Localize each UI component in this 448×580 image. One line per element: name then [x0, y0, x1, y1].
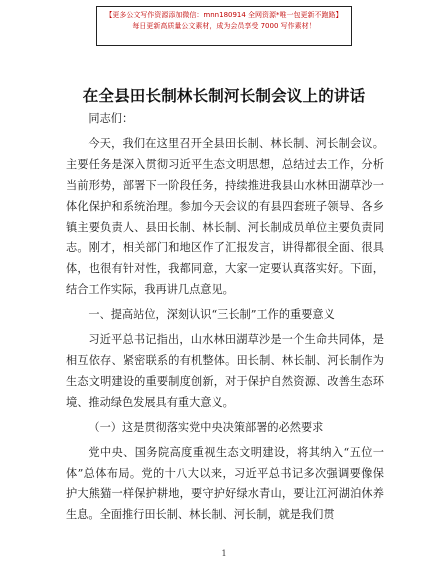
- promo-banner: [96, 6, 352, 46]
- subsection-heading-1: （一）这是贯彻落实党中央决策部署的必然要求: [88, 420, 324, 434]
- document-title: 在全县田长制林长制河长制会议上的讲话: [82, 87, 366, 105]
- paragraph-section-1: 习近平总书记指出，山水林田湖草沙是一个生命共同体，是相互依存、紧密联系的有机整体。田长制、林长制、河长制作为生态文明建设的重要制度创新，对于保护自然资源、改善生态环境、推动绿色发展具有重大意义。: [66, 333, 384, 409]
- salutation: 同志们：: [88, 112, 134, 125]
- document-body: [66, 109, 384, 526]
- paragraph-subsection-1: 党中央、国务院高度重视生态文明建设，将其纳入“五位一体”总体布局。党的十八大以来，习近平总书记多次强调要像保护大熊猫一样保护耕地，要守护好绿水青山，要让江河湖泊休养生息。全面推行田长制、林长制、河长制，就是我们贯: [66, 445, 384, 522]
- promo-banner-line-1: 【更多公文写作资源添加微信：mnn180914 全网资源*唯一包更新不跑路】: [105, 11, 343, 19]
- page-number: 1: [221, 549, 227, 558]
- section-heading-1: 一、提高站位，深刻认识“三长制”工作的重要意义: [88, 308, 335, 322]
- promo-banner-line-2: 每日更新高质量公文素材，成为会员享受 7000 写作素材！: [132, 22, 316, 30]
- paragraph-intro: 今天，我们在这里召开全县田长制、林长制、河长制会议。主要任务是深入贯彻习近平生态文明思想，总结过去工作，分析当前形势，部署下一阶段任务，持续推进我县山水林田湖草沙一体化保护和系统治理。参加今天会议的有县四套班子领导、各乡镇主要负责人、县田长制、林长制、河长制成员单位主要负责同志。刚才，相关部门和地区作了汇报发言，讲得都很全面、很具体，也很有针对性，我都同意，大家一定要认真落实好。下面，结合工作实际，我再讲几点意见。: [66, 136, 384, 297]
